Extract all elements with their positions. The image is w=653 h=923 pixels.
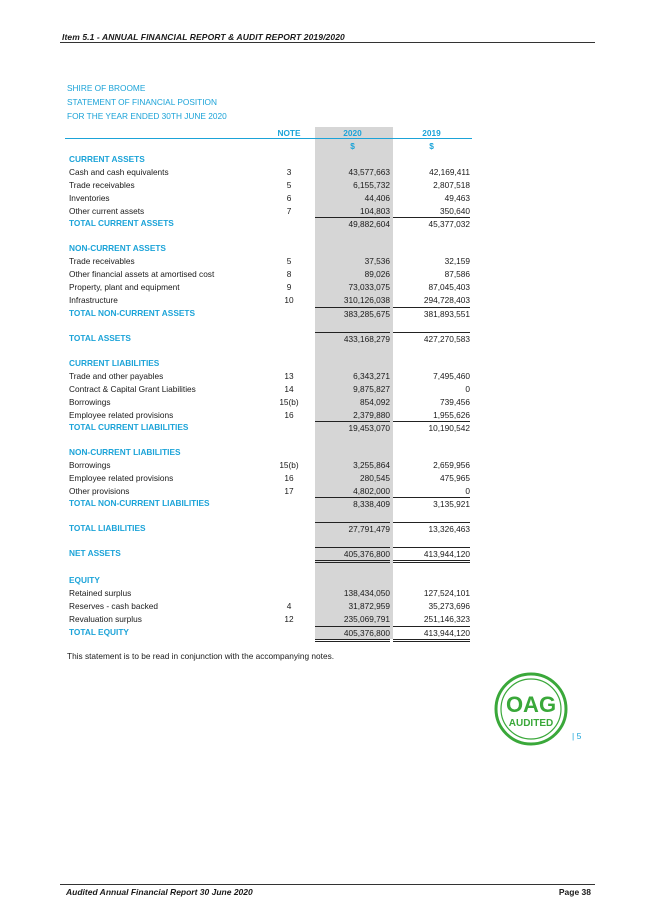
row-note: 10 bbox=[284, 295, 294, 305]
row-label: Infrastructure bbox=[69, 295, 118, 305]
value-2019: 87,586 bbox=[444, 269, 470, 279]
value-2020: 73,033,075 bbox=[348, 282, 390, 292]
statement-titles bbox=[67, 81, 227, 123]
table-row bbox=[0, 485, 653, 497]
value-2019: 350,640 bbox=[440, 206, 470, 216]
row-note: 14 bbox=[284, 384, 294, 394]
value-2020: 2,379,880 bbox=[353, 410, 390, 420]
value-2020: 43,577,663 bbox=[348, 167, 390, 177]
row-label: Inventories bbox=[69, 193, 110, 203]
value-2019: 49,463 bbox=[444, 193, 470, 203]
row-label: Other provisions bbox=[69, 486, 130, 496]
row-label: TOTAL CURRENT ASSETS bbox=[69, 218, 174, 228]
value-2019: 251,146,323 bbox=[423, 614, 470, 624]
row-label: TOTAL LIABILITIES bbox=[69, 523, 146, 533]
table-row bbox=[0, 472, 653, 484]
value-2019: 413,944,120 bbox=[393, 547, 470, 563]
value-2020: 433,168,279 bbox=[315, 332, 390, 345]
total-row bbox=[0, 522, 653, 534]
row-label: Reserves - cash backed bbox=[69, 601, 159, 611]
section-heading bbox=[0, 357, 653, 369]
value-2019: 0 bbox=[465, 486, 470, 496]
value-2020: 405,376,800 bbox=[315, 547, 390, 563]
value-2020: 6,343,271 bbox=[353, 371, 390, 381]
total-row bbox=[0, 217, 653, 229]
value-2020: 49,882,604 bbox=[315, 217, 390, 230]
row-label: Trade receivables bbox=[69, 180, 135, 190]
row-label: TOTAL NON-CURRENT ASSETS bbox=[69, 308, 195, 318]
row-label: TOTAL NON-CURRENT LIABILITIES bbox=[69, 498, 210, 508]
value-2019: 294,728,403 bbox=[423, 295, 470, 305]
row-label: TOTAL EQUITY bbox=[69, 627, 129, 637]
value-2020: 19,453,070 bbox=[315, 421, 390, 434]
table-row bbox=[0, 255, 653, 267]
row-label: Other financial assets at amortised cost bbox=[69, 269, 215, 279]
value-2019: 0 bbox=[465, 384, 470, 394]
table-row bbox=[0, 294, 653, 306]
row-note: 16 bbox=[284, 473, 294, 483]
value-2019: 381,893,551 bbox=[393, 307, 470, 320]
value-2020: 9,875,827 bbox=[353, 384, 390, 394]
svg-text:OAG: OAG bbox=[505, 692, 557, 717]
value-2019: 10,190,542 bbox=[393, 421, 470, 434]
section-heading bbox=[0, 153, 653, 165]
value-2020: 235,069,791 bbox=[343, 614, 390, 624]
entity-name: SHIRE OF BROOME bbox=[67, 83, 146, 93]
svg-text:AUDITED: AUDITED bbox=[508, 718, 554, 729]
row-note: 6 bbox=[286, 193, 292, 203]
row-note: 4 bbox=[286, 601, 292, 611]
total-row bbox=[0, 497, 653, 509]
note-column-header: NOTE bbox=[277, 128, 301, 138]
value-2020: 280,545 bbox=[360, 473, 390, 483]
statement-period: FOR THE YEAR ENDED 30TH JUNE 2020 bbox=[67, 111, 227, 121]
row-label: Other current assets bbox=[69, 206, 145, 216]
footnote: This statement is to be read in conjunction with the accompanying notes. bbox=[67, 651, 335, 661]
section-heading bbox=[0, 446, 653, 458]
value-2020: 383,285,675 bbox=[315, 307, 390, 320]
row-label: Retained surplus bbox=[69, 588, 132, 598]
value-2020: 104,803 bbox=[360, 206, 390, 216]
row-note: 12 bbox=[284, 614, 294, 624]
table-row bbox=[0, 192, 653, 204]
year-2020-header: 2020 bbox=[343, 128, 362, 138]
row-label: CURRENT LIABILITIES bbox=[69, 358, 160, 368]
value-2020: 6,155,732 bbox=[353, 180, 390, 190]
row-note: 5 bbox=[286, 256, 292, 266]
row-label: NON-CURRENT ASSETS bbox=[69, 243, 166, 253]
unit-2020: $ bbox=[350, 141, 355, 151]
column-header-rule bbox=[65, 138, 472, 139]
footer-page-number: Page 38 bbox=[558, 887, 591, 897]
section-page-marker: | 5 bbox=[572, 731, 582, 741]
value-2020: 27,791,479 bbox=[315, 522, 390, 535]
table-row bbox=[0, 600, 653, 612]
value-2020: 310,126,038 bbox=[343, 295, 390, 305]
value-2019: 42,169,411 bbox=[429, 167, 470, 177]
table-row bbox=[0, 268, 653, 280]
value-2020: 4,802,000 bbox=[353, 486, 390, 496]
value-2019: 45,377,032 bbox=[393, 217, 470, 230]
table-row bbox=[0, 587, 653, 599]
row-label: Contract & Capital Grant Liabilities bbox=[69, 384, 196, 394]
table-row bbox=[0, 409, 653, 421]
oag-audited-stamp bbox=[494, 672, 568, 751]
row-label: Property, plant and equipment bbox=[69, 282, 180, 292]
total-row bbox=[0, 421, 653, 433]
table-row bbox=[0, 281, 653, 293]
row-label: Employee related provisions bbox=[69, 473, 174, 483]
row-note: 7 bbox=[286, 206, 292, 216]
row-note: 9 bbox=[286, 282, 292, 292]
row-label: Trade and other payables bbox=[69, 371, 164, 381]
value-2019: 35,273,696 bbox=[428, 601, 470, 611]
table-row bbox=[0, 179, 653, 191]
value-2019: 475,965 bbox=[440, 473, 470, 483]
row-label: NET ASSETS bbox=[69, 548, 121, 558]
row-note: 3 bbox=[286, 167, 292, 177]
value-2019: 7,495,460 bbox=[433, 371, 470, 381]
row-label: Trade receivables bbox=[69, 256, 135, 266]
statement-name: STATEMENT OF FINANCIAL POSITION bbox=[67, 97, 217, 107]
footer-divider bbox=[60, 884, 595, 885]
footer-report-title: Audited Annual Financial Report 30 June 2020 bbox=[66, 887, 253, 897]
section-heading bbox=[0, 574, 653, 586]
table-row bbox=[0, 166, 653, 178]
row-label: Borrowings bbox=[69, 397, 111, 407]
value-2019: 32,159 bbox=[444, 256, 470, 266]
header-divider bbox=[60, 42, 595, 43]
value-2019: 3,135,921 bbox=[393, 497, 470, 510]
row-label: Employee related provisions bbox=[69, 410, 174, 420]
value-2020: 37,536 bbox=[364, 256, 390, 266]
value-2019: 13,326,463 bbox=[393, 522, 470, 535]
row-note: 15(b) bbox=[279, 397, 299, 407]
row-label: TOTAL ASSETS bbox=[69, 333, 131, 343]
row-label: Cash and cash equivalents bbox=[69, 167, 169, 177]
value-2020: 405,376,800 bbox=[315, 626, 390, 642]
row-note: 5 bbox=[286, 180, 292, 190]
value-2019: 739,456 bbox=[440, 397, 470, 407]
row-label: Revaluation surplus bbox=[69, 614, 142, 624]
row-note: 16 bbox=[284, 410, 294, 420]
row-label: Borrowings bbox=[69, 460, 111, 470]
year-2019-header: 2019 bbox=[422, 128, 441, 138]
report-header-title: Item 5.1 - ANNUAL FINANCIAL REPORT & AUDIT REPORT 2019/2020 bbox=[62, 32, 345, 42]
row-label: NON-CURRENT LIABILITIES bbox=[69, 447, 181, 457]
table-row bbox=[0, 396, 653, 408]
total-row bbox=[0, 332, 653, 344]
row-label: EQUITY bbox=[69, 575, 100, 585]
row-note: 13 bbox=[284, 371, 294, 381]
currency-unit-row bbox=[0, 140, 653, 152]
value-2020: 8,338,409 bbox=[315, 497, 390, 510]
table-row bbox=[0, 459, 653, 471]
value-2020: 31,872,959 bbox=[348, 601, 390, 611]
row-label: TOTAL CURRENT LIABILITIES bbox=[69, 422, 189, 432]
section-heading bbox=[0, 242, 653, 254]
value-2020: 44,406 bbox=[364, 193, 390, 203]
value-2020: 854,092 bbox=[360, 397, 390, 407]
total-row bbox=[0, 626, 653, 638]
value-2019: 127,524,101 bbox=[423, 588, 470, 598]
value-2020: 89,026 bbox=[364, 269, 390, 279]
value-2019: 2,807,518 bbox=[433, 180, 470, 190]
value-2020: 3,255,864 bbox=[353, 460, 390, 470]
table-row bbox=[0, 205, 653, 217]
row-note: 17 bbox=[284, 486, 294, 496]
table-row bbox=[0, 383, 653, 395]
value-2019: 1,955,626 bbox=[433, 410, 470, 420]
total-row bbox=[0, 547, 653, 559]
row-note: 15(b) bbox=[279, 460, 299, 470]
unit-2019: $ bbox=[429, 141, 434, 151]
value-2019: 2,659,956 bbox=[433, 460, 470, 470]
value-2020: 138,434,050 bbox=[343, 588, 390, 598]
table-row bbox=[0, 613, 653, 625]
value-2019: 87,045,403 bbox=[428, 282, 470, 292]
row-label: CURRENT ASSETS bbox=[69, 154, 145, 164]
total-row bbox=[0, 307, 653, 319]
row-note: 8 bbox=[286, 269, 292, 279]
table-row bbox=[0, 370, 653, 382]
value-2019: 413,944,120 bbox=[393, 626, 470, 642]
value-2019: 427,270,583 bbox=[393, 332, 470, 345]
